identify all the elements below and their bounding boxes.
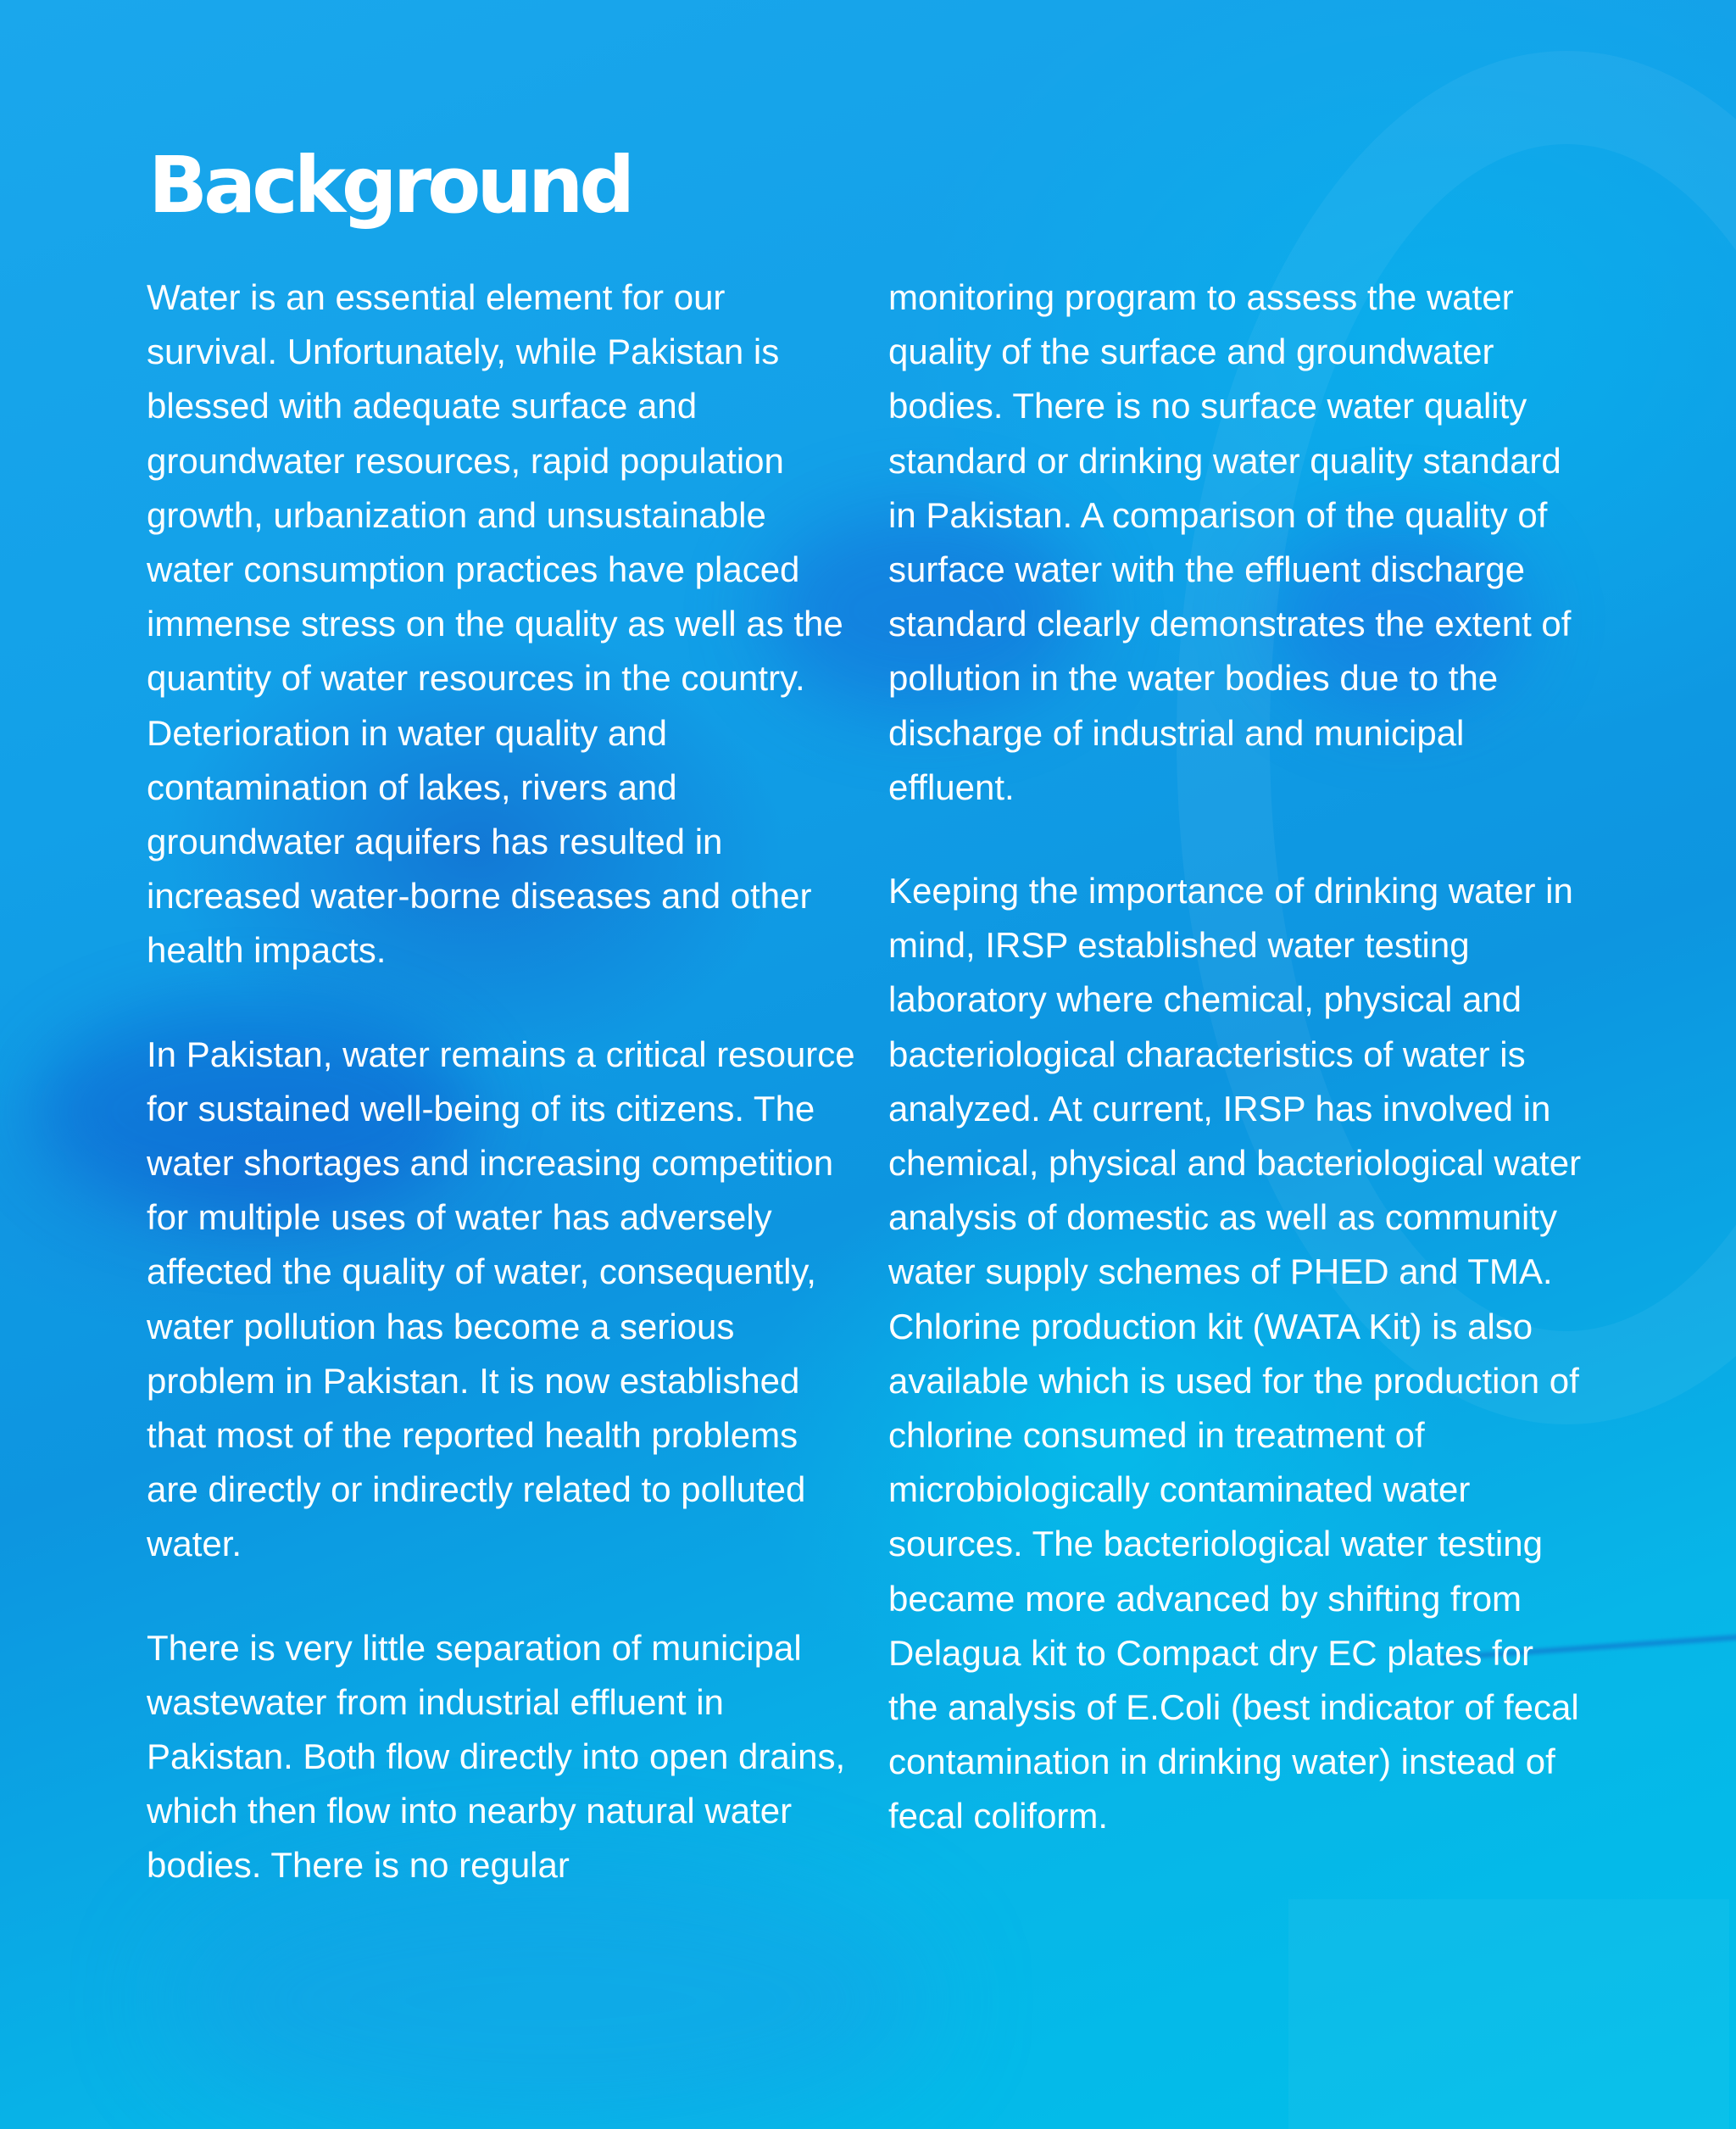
left-column [147,270,859,1893]
paragraph-water-essential: Water is an essential element for our survival. Unfortunately, while Pakistan is blessed with adequate surface and groundwater resources, rapid population growth, urbanization and unsustainable water consumption practices have placed immense stress on the quality as well as the quantity of water resources in the country. Deterioration in water quality and contamination of lakes, rivers and groundwater aquifers has resulted in increased water-borne diseases and other health impacts. [147,277,843,971]
paragraph-monitoring-program: monitoring program to assess the water quality of the surface and groundwater bodies. There is no surface water quality standard or drinking water quality standard in Pakistan. A comparison of the quality of surface water with the effluent discharge standard clearly demonstrates the extent of pollution in the water bodies due to the discharge of industrial and municipal effluent. [888,277,1572,807]
paragraph-irsp-laboratory: Keeping the importance of drinking water in mind, IRSP established water testing laboratory where chemical, physical and bacteriological characteristics of water is analyzed. At current, IRSP has involved in chemical, physical and bacteriological water analysis of domestic as well as community water supply schemes of PHED and TMA. Chlorine production kit (WATA Kit) is also available which is used for the production of chlorine consumed in treatment of microbiologically contaminated water sources. The bacteriological water testing became more advanced by shifting from Delagua kit to Compact dry EC plates for the analysis of E.Coli (best indicator of fecal contamination in drinking water) instead of fecal coliform. [888,871,1582,1836]
background-blur-shape [170,1865,932,2129]
right-column [888,270,1592,1844]
page-title: Background [148,140,632,231]
decorative-bar [1288,1899,1729,2129]
paragraph-water-critical-resource: In Pakistan, water remains a critical resource for sustained well-being of its citizens. The water shortages and increasing competition for multiple uses of water has adversely affected the quality of water, consequently, water pollution has become a serious problem in Pakistan. It is now established that most of the reported health problems are directly or indirectly related to polluted water. [147,1034,855,1564]
paragraph-wastewater-separation: There is very little separation of municipal wastewater from industrial effluent in Pakistan. Both flow directly into open drains, which then flow into nearby natural water bodies. There is no regular [147,1627,846,1886]
